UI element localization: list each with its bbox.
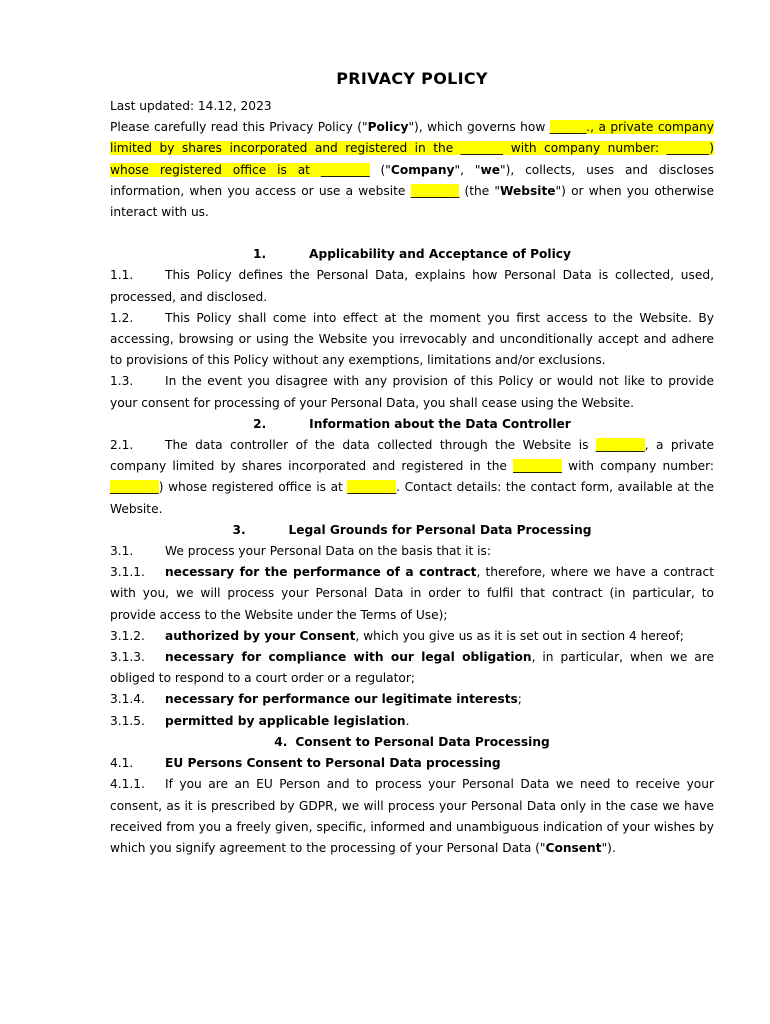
last-updated: Last updated: 14.12, 2023 <box>110 99 272 113</box>
clause: 1.3. In the event you disagree with any provision of this Policy or would not like to provide your consent for processing of your Personal Data, you shall cease using the Website. <box>110 374 714 410</box>
clause: 1.2. This Policy shall come into effect at the moment you first access to the Website. By accessing, browsing or using the Website you irrevocably and unconditionally accept and adhere to provisions of this Policy without any exemptions, limitations and/or exclusions. <box>110 310 714 368</box>
clause: 3.1. We process your Personal Data on the basis that it is: <box>110 544 491 559</box>
placeholder-blank: ________ <box>320 162 370 177</box>
placeholder-blank: _______ <box>460 141 504 156</box>
placeholder-blank: ______., <box>549 120 595 135</box>
intro-paragraph: Please carefully read this Privacy Policy ("Policy"), which governs how ______., a private company limited by shares incorporated and registered in the _______ with company number: _______) whose registered office is at ________ ("Company", "we"), collects, uses and discloses information, when you access or use a website ________ (the "Website") or when you otherwise interact with us. <box>110 120 714 220</box>
highlighted-text: with company number: <box>503 141 667 156</box>
page-title: PRIVACY POLICY <box>336 69 488 88</box>
clause: 3.1.4. necessary for performance our legitimate interests; <box>110 692 522 707</box>
clause: 2.1. The data controller of the data collected through the Website is ________, a private company limited by shares incorporated and registered in the ________ with company number: ________) whose registered office is at ________. Contact details: the contact form, available at the Website. <box>110 438 714 516</box>
clause: 3.1.5. permitted by applicable legislation. <box>110 713 410 728</box>
clause: 3.1.1. necessary for the performance of a contract, therefore, where we have a contract with you, we will process your Personal Data in order to fulfil that contract (in particular, to provide access to the Website under the Terms of Use); <box>110 565 714 622</box>
section-heading: 4. Consent to Personal Data Processing <box>274 734 550 749</box>
clause: 1.1. This Policy defines the Personal Data, explains how Personal Data is collected, used, processed, and disclosed. <box>110 268 714 304</box>
section-heading: 2. Information about the Data Controller <box>253 416 571 431</box>
clause: 3.1.3. necessary for compliance with our legal obligation, in particular, when we are obliged to respond to a court order or a regulator; <box>110 650 714 686</box>
section-heading: 1. Applicability and Acceptance of Policy <box>253 247 571 262</box>
placeholder-blank: ________ <box>513 459 562 474</box>
clause: 3.1.2. authorized by your Consent, which you give us as it is set out in section 4 hereof; <box>110 628 684 643</box>
placeholder-blank: ________ <box>595 438 645 453</box>
spacer <box>110 223 714 244</box>
clause: 4.1. EU Persons Consent to Personal Data processing <box>110 756 501 771</box>
placeholder-blank: _______ <box>666 141 710 156</box>
highlighted-text: a private company limited by shares incorporated and registered in the <box>110 120 714 156</box>
placeholder-blank: ________ <box>410 183 460 198</box>
clause: 4.1.1. If you are an EU Person and to process your Personal Data we need to receive your consent, as it is prescribed by GDPR, we will process your Personal Data only in the case we have received from you a freely given, specific, informed and unambiguous indication of your wishes by which you signify agreement to the processing of your Personal Data ("Consent"). <box>110 777 714 855</box>
section-heading: 3. Legal Grounds for Personal Data Processing <box>232 522 592 537</box>
highlighted-text: ) whose registered office is at <box>110 141 714 177</box>
placeholder-blank: ________ <box>347 480 397 495</box>
placeholder-blank: ________ <box>110 480 159 495</box>
